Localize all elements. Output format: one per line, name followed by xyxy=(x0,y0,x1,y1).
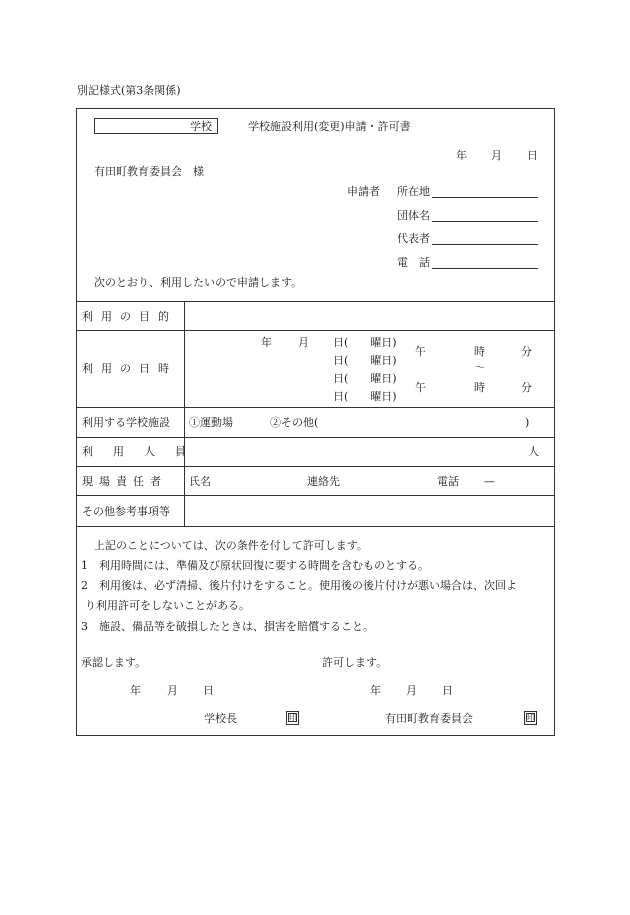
condition-2-line-1: 2 利用後は、必ず清掃、後片付けをすること。使用後の後片付けが悪い場合は、次回よ xyxy=(81,579,517,592)
applicant-label: 申請者 xyxy=(347,185,380,198)
permit-month: 月 xyxy=(406,684,417,697)
users-field[interactable] xyxy=(186,439,516,465)
datetime-pm: 午 xyxy=(415,381,426,394)
form-label: 別記様式(第3条関係) xyxy=(77,84,181,97)
date-month: 月 xyxy=(491,149,502,162)
condition-1: 1 利用時間には、準備及び原状回復に要する時間を含むものとする。 xyxy=(81,559,429,572)
applicant-group-label: 団体名 xyxy=(397,209,430,222)
table-top-line xyxy=(76,301,555,302)
permit-text: 許可します。 xyxy=(322,656,388,669)
datetime-day-line-1: 日( 曜日) xyxy=(333,336,397,349)
date-day: 日 xyxy=(527,149,538,162)
manager-phone-label: 電話 xyxy=(437,475,459,488)
board-seal-icon: 印 xyxy=(524,711,537,725)
users-unit: 人 xyxy=(528,445,539,458)
row-line-5 xyxy=(76,495,555,496)
approve-year: 年 xyxy=(130,684,141,697)
datetime-minute-start: 分 xyxy=(521,345,532,358)
manager-phone-dash: — xyxy=(484,475,495,488)
purpose-field[interactable] xyxy=(186,303,552,329)
row-line-3 xyxy=(76,437,555,438)
school-suffix: 学校 xyxy=(190,120,212,133)
manager-contact-label: 連絡先 xyxy=(307,475,340,488)
permission-lead: 上記のことについては、次の条件を付して許可します。 xyxy=(94,539,368,552)
row-line-2 xyxy=(76,407,555,408)
facility-label: 利用する学校施設 xyxy=(82,416,170,429)
row-line-6 xyxy=(76,526,555,527)
notes-field[interactable] xyxy=(186,497,552,525)
principal-seal-icon: 印 xyxy=(286,711,299,725)
applicant-phone-label: 電 話 xyxy=(397,256,430,269)
datetime-month: 月 xyxy=(298,336,309,349)
datetime-day-line-4: 日( 曜日) xyxy=(333,390,397,403)
datetime-day-line-3: 日( 曜日) xyxy=(333,372,397,385)
approve-text: 承認します。 xyxy=(81,656,147,669)
permit-year: 年 xyxy=(370,684,381,697)
facility-close-paren: ) xyxy=(525,416,530,429)
board-label: 有田町教育委員会 xyxy=(385,712,473,725)
row-line-4 xyxy=(76,466,555,467)
facility-option-other[interactable]: ②その他( xyxy=(270,416,319,429)
approve-day: 日 xyxy=(203,684,214,697)
applicant-representative-field[interactable] xyxy=(432,244,538,245)
manager-label: 現場責任者 xyxy=(82,475,167,488)
datetime-hour-end: 時 xyxy=(474,381,485,394)
date-year: 年 xyxy=(456,149,467,162)
manager-name-label: 氏名 xyxy=(189,475,211,488)
applicant-address-field[interactable] xyxy=(432,197,538,198)
principal-label: 学校長 xyxy=(204,712,237,725)
facility-option-ground[interactable]: ①運動場 xyxy=(189,416,233,429)
applicant-address-label: 所在地 xyxy=(397,185,430,198)
datetime-hour-start: 時 xyxy=(474,345,485,358)
datetime-year: 年 xyxy=(261,336,272,349)
label-column-divider xyxy=(184,301,185,526)
purpose-label: 利用の目的 xyxy=(82,310,177,323)
intro-text: 次のとおり、利用したいので申請します。 xyxy=(94,276,303,289)
datetime-label: 利用の日時 xyxy=(82,362,177,375)
datetime-am: 午 xyxy=(415,345,426,358)
document-title: 学校施設利用(変更)申請・許可書 xyxy=(248,120,411,133)
approve-month: 月 xyxy=(167,684,178,697)
row-line-1 xyxy=(76,330,555,331)
condition-2-line-2: り利用許可をしないことがある。 xyxy=(85,599,250,612)
users-label: 利用人員 xyxy=(82,445,206,458)
datetime-minute-end: 分 xyxy=(521,381,532,394)
datetime-day-line-2: 日( 曜日) xyxy=(333,354,397,367)
condition-3: 3 施設、備品等を破損したときは、損害を賠償すること。 xyxy=(81,620,374,633)
notes-label: その他参考事項等 xyxy=(82,505,170,518)
applicant-phone-field[interactable] xyxy=(432,268,538,269)
applicant-representative-label: 代表者 xyxy=(397,232,430,245)
addressee: 有田町教育委員会 様 xyxy=(94,165,204,178)
applicant-group-field[interactable] xyxy=(432,221,538,222)
permit-day: 日 xyxy=(442,684,453,697)
datetime-tilde: 〜 xyxy=(475,363,485,374)
